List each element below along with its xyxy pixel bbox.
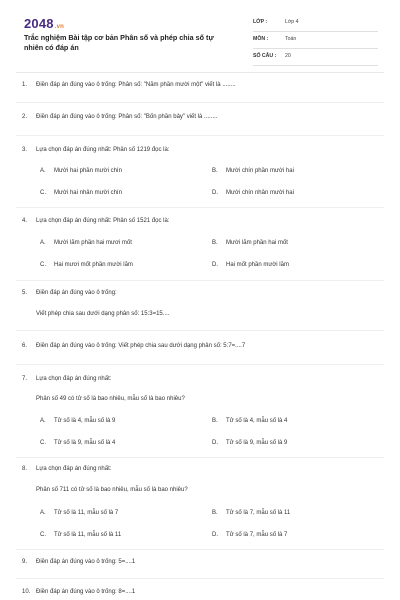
question-separator	[16, 578, 384, 579]
option-text: Mười lăm phần hai mươi mốt	[54, 240, 132, 246]
option-letter: B.	[212, 240, 218, 246]
option-text: Mười hai nhân mười chín	[54, 190, 122, 196]
question-text: Điền đáp án đúng vào ô trống: Phân số: "Bốn phần bảy" viết là ........	[36, 114, 218, 120]
option-text: Tử số là 11, mẫu số là 11	[54, 532, 122, 538]
option-text: Mười chín phần mười hai	[226, 168, 294, 174]
question-separator	[16, 135, 384, 136]
question-number: 2.	[22, 114, 28, 120]
option-letter: D.	[212, 440, 218, 446]
question-text: Lựa chọn đáp án đúng nhất:	[36, 376, 112, 382]
question-separator	[16, 457, 384, 458]
option-letter: D.	[212, 190, 218, 196]
question-text: Điền đáp án đúng vào ô trống: 8=....1	[36, 589, 136, 595]
question-number: 1.	[22, 82, 28, 88]
question-text: Điền đáp án đúng vào ô trống: 5=....1	[36, 559, 136, 565]
option-text: Tử số là 7, mẫu số là 7	[226, 532, 288, 538]
option-text: Tử số là 7, mẫu số là 11	[226, 510, 291, 516]
option-d[interactable]	[212, 440, 287, 446]
logo-text: 2048	[24, 16, 54, 31]
meta-value: Toán	[285, 36, 297, 42]
meta-key: LỚP :	[253, 19, 268, 25]
option-c[interactable]	[40, 190, 122, 196]
question-number: 3.	[22, 147, 28, 153]
meta-value: 20	[285, 53, 291, 59]
option-b[interactable]	[212, 168, 294, 174]
option-letter: A.	[40, 168, 46, 174]
question-separator	[16, 207, 384, 208]
option-c[interactable]	[40, 262, 133, 268]
site-logo[interactable]	[24, 16, 64, 31]
option-d[interactable]	[212, 190, 294, 196]
option-c[interactable]	[40, 440, 115, 446]
question-number: 10.	[22, 589, 31, 595]
option-d[interactable]	[212, 532, 287, 538]
question-separator	[16, 102, 384, 103]
option-text: Mười lăm phần hai mốt	[226, 240, 288, 246]
option-a[interactable]	[40, 168, 122, 174]
option-text: Mười hai phần mười chín	[54, 168, 122, 174]
option-letter: D.	[212, 532, 218, 538]
option-letter: C.	[40, 262, 46, 268]
question-separator	[16, 280, 384, 281]
question-subtext: Phân số 711 có tử số là bao nhiêu, mẫu số là bao nhiêu?	[36, 487, 188, 493]
option-letter: B.	[212, 418, 218, 424]
option-b[interactable]	[212, 418, 287, 424]
option-text: Tử số là 9, mẫu số là 4	[54, 440, 116, 446]
question-number: 5.	[22, 290, 28, 296]
question-text: Lựa chọn đáp án đúng nhất:	[36, 466, 112, 472]
option-letter: A.	[40, 510, 46, 516]
worksheet-title: Trắc nghiệm Bài tập cơ bản Phân số và phép chia số tự nhiên có đáp án	[24, 33, 214, 52]
meta-key: SỐ CÂU :	[253, 53, 277, 59]
header-divider	[16, 72, 384, 73]
option-letter: D.	[212, 262, 218, 268]
option-a[interactable]	[40, 240, 132, 246]
question-number: 8.	[22, 466, 28, 472]
meta-row-count	[253, 49, 378, 66]
option-text: Tử số là 4, mẫu số là 9	[54, 418, 116, 424]
option-b[interactable]	[212, 240, 288, 246]
question-number: 9.	[22, 559, 28, 565]
question-separator	[16, 330, 384, 331]
question-subtext: Viết phép chia sau dưới dạng phân số: 15:3=15....	[36, 311, 170, 317]
meta-key: MÔN :	[253, 36, 269, 42]
question-text: Điền đáp án đúng vào ô trống: Viết phép chia sau dưới dạng phân số: 5:7=....7	[36, 343, 246, 349]
option-c[interactable]	[40, 532, 121, 538]
question-text: Điền đáp án đúng vào ô trống:	[36, 290, 117, 296]
option-text: Tử số là 9, mẫu số là 9	[226, 440, 288, 446]
option-text: Tử số là 11, mẫu số là 7	[54, 510, 119, 516]
worksheet-header	[0, 0, 400, 70]
question-separator	[16, 364, 384, 365]
option-letter: B.	[212, 510, 218, 516]
option-text: Mười chín nhân mười hai	[226, 190, 294, 196]
question-separator	[16, 549, 384, 550]
option-letter: C.	[40, 440, 46, 446]
option-letter: C.	[40, 190, 46, 196]
option-text: Hai mốt phần mười lăm	[226, 262, 289, 268]
option-letter: A.	[40, 418, 46, 424]
logo-suffix: .vn	[54, 24, 65, 30]
meta-row-subject	[253, 32, 378, 49]
option-a[interactable]	[40, 510, 118, 516]
option-text: Hai mươi mốt phần mười lăm	[54, 262, 133, 268]
option-letter: A.	[40, 240, 46, 246]
question-number: 6.	[22, 343, 28, 349]
meta-row-class	[253, 15, 378, 32]
worksheet-meta	[253, 15, 378, 66]
option-d[interactable]	[212, 262, 289, 268]
question-number: 7.	[22, 376, 28, 382]
question-text: Lựa chọn đáp án đúng nhất: Phân số 1219 đọc là:	[36, 147, 170, 153]
question-text: Lựa chọn đáp án đúng nhất: Phân số 1521 đọc là:	[36, 218, 170, 224]
option-text: Tử số là 4, mẫu số là 4	[226, 418, 288, 424]
option-b[interactable]	[212, 510, 290, 516]
option-letter: C.	[40, 532, 46, 538]
question-subtext: Phân số 49 có tử số là bao nhiêu, mẫu số là bao nhiêu?	[36, 396, 185, 402]
option-letter: B.	[212, 168, 218, 174]
question-text: Điền đáp án đúng vào ô trống: Phân số: "Năm phần mười một" viết là ........	[36, 82, 236, 88]
meta-value: Lớp 4	[285, 19, 299, 25]
option-a[interactable]	[40, 418, 115, 424]
question-number: 4.	[22, 218, 28, 224]
